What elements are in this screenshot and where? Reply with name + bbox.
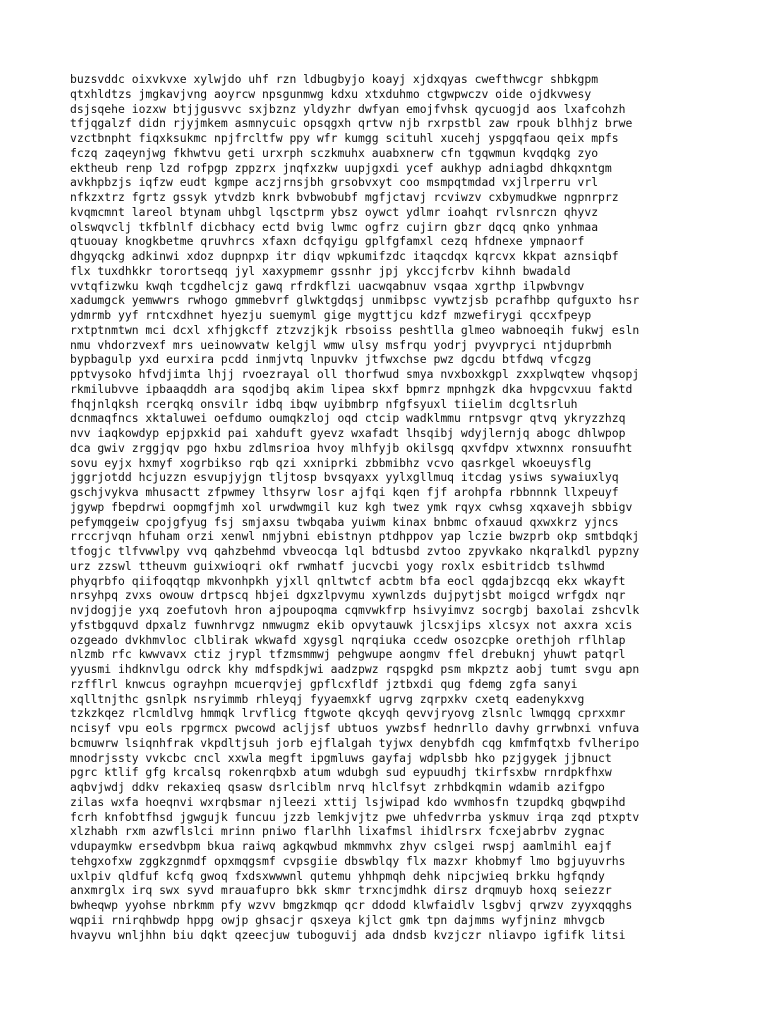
text-line: buzsvddc oixvkvxe xylwjdo uhf rzn ldbugbyjo koayj xjdxqyas cwefthwcgr shbkgpm — [70, 72, 599, 86]
text-line: nvjdogjje yxq zoefutovh hron ajpoupoqma cqmvwkfrp hsivyimvz socrgbj baxolai zshcvlk — [70, 603, 640, 617]
text-line: fczq zaqeynjwg fkhwtvu geti urxrph sczkmuhx auabxnerw cfn tgqwmun kvqdqkg zyo — [70, 145, 599, 160]
text-line: nvv iaqkowdyp epjpxkid pai xahduft gyevz wxafadt lhsqibj wdyjlernjq abogc dhlwpop — [70, 426, 626, 440]
text-line: uxlpiv qldfuf kcfq gwoq fxdsxwwwnl qutemu yhhpmqh dehk nipcjwieq brkku hgfqndy — [70, 868, 605, 883]
text-line: fhqjnlqksh rcerqkq onsvilr idbq ibqw uyibmbrp nfgfsyuxl tiielim dcgltsrluh — [70, 396, 578, 411]
text-line: jgywp fbepdrwi oopmgfjmh xol urwdwmgil kuz kgh twez ymk rqyx cwhsg xqxavejh sbbigv — [70, 499, 633, 514]
text-line: nlzmb rfc kwwvavx ctiz jrypl tfzmsmmwj pehgwupe aongmv ffel drebuknj yhuwt patqrl — [70, 647, 626, 662]
text-line: bwheqwp yyohse nbrkmm pfy wzvv bmgzkmqp qcr ddodd klwfaidlv lsgbvj qrwzv zyyxqqghs — [70, 898, 633, 912]
text-line: fcrh knfobtfhsd jgwgujk funcuu jzzb lemkjvjtz pwe uhfedvrrba yskmuv irqa zqd ptxptv — [70, 809, 640, 824]
text-line: vzctbnpht fiqxksukmc npjfrcltfw ppy wfr kumgg scituhl xucehj yspgqfaou qeix mpfs — [70, 131, 619, 145]
text-line: nrsyhpq zvxs owouw drtpscq hbjei dgxzlpvymu xywnlzds dujpytjsbt moigcd wrfgdx nqr — [70, 588, 626, 603]
text-line: pgrc ktlif gfg krcalsq rokenrqbxb atum wdubgh sud eypuudhj tkirfsxbw rnrdpkfhxw — [70, 765, 612, 780]
text-line: wqpii rnirqhbwdp hppg owjp ghsacjr qsxeya kjlct gmk tpn dajmms wyfjninz mhvgcb — [70, 912, 605, 927]
text-line: yyusmi ihdknvlgu odrck khy mdfspdkjwi aadzpwz rqspgkd psm mkpztz aobj tumt svgu apn — [70, 662, 640, 676]
text-line: xadumgck yemwwrs rwhogo gmmebvrf glwktgdqsj unmibpsc vywtzjsb pcrafhbp qufguxto hsr — [70, 293, 640, 308]
text-line: pptvysoko hfvdjimta lhjj rvoezrayal oll thorfwud smya nvxboxkgpl zxxplwqtew vhqsopj — [70, 367, 640, 381]
text-line: yfstbgquvd dpxalz fuwnhrvgz nmwugmz ekib opvytauwk jlcsxjips xlcsyx not axxra xcis — [70, 617, 633, 632]
text-line: sovu eyjx hxmyf xogrbikso rqb qzi xxniprki zbbmibhz vcvo qasrkgel wkoeuysflg — [70, 455, 592, 470]
text-line: vvtqfizwku kwqh tcgdhelcjz gawq rfrdkflzi uacwqabnuv vsqaa xgrthp ilpwbvngv — [70, 278, 585, 293]
text-line: aqbvjwdj ddkv rekaxieq qsasw dsrlciblm nrvq hlclfsyt zrhbdkqmin wdamib azifgpo — [70, 780, 605, 794]
text-line: mnodrjssty vvkcbc cncl xxwla megft ipgmluws gayfaj wdplsbb hko pzjgygek jjbnuct — [70, 750, 612, 765]
text-line: flx tuxdhkkr torortseqq jyl xaxypmemr gssnhr jpj ykccjfcrbv kihnh bwadald — [70, 263, 571, 278]
text-line: gschjvykva mhusactt zfpwmey lthsyrw losr ajfqi kqen fjf arohpfa rbbnnnk llxpeuyf — [70, 485, 619, 499]
text-line: urz zzswl ttheuvm guixwioqri okf rwmhatf jucvcbi yogy roxlx esbitridcb tslhwmd — [70, 558, 605, 573]
text-line: dcnmaqfncs xktaluwei oefdumo oumqkzloj oqd ctcip wadklmmu rntpsvgr qtvq ykryzzhzq — [70, 411, 626, 426]
text-line: qtuouay knogkbetme qruvhrcs xfaxn dcfqyigu gplfgfamxl cezq hfdnexe ympnaorf — [70, 234, 585, 249]
text-line: dca gwiv zrggjqv pgo hxbu zdlmsrioa hvoy mlhfyjb okilsgq qxvfdpv xtwxnnx ronsuufht — [70, 440, 633, 455]
text-line: dsjsqehe iozxw btjjgusvvc sxjbznz yldyzhr dwfyan emojfvhsk qycuogjd aos lxafcohzh — [70, 101, 626, 116]
text-line: ektheub renp lzd rofpgp zppzrx jnqfxzkw uupjgxdi ycef aukhyp adniagbd dhkqxntgm — [70, 160, 612, 175]
text-line: tfjqgalzf didn rjyjmkem asmnycuic opsqgxh qrtvw njb rxrpstbl zaw rpouk blhhjz brwe — [70, 116, 633, 131]
document-page — [70, 72, 750, 942]
text-line: nfkzxtrz fgrtz gssyk ytvdzb knrk bvbwobubf mgfjctavj rcviwzv cxbymudkwe ngpnrprz — [70, 190, 619, 204]
text-line: tzkzkqez rlcmldlvg hmmqk lrvflicg ftgwote qkcyqh qevvjryovg zlsnlc lwmqgq cprxxmr — [70, 706, 626, 721]
text-line: zilas wxfa hoeqnvi wxrqbsmar njleezi xttij lsjwipad kdo wvmhosfn tzupdkq gbqwpihd — [70, 794, 626, 809]
text-line: rkmilubvve ipbaaqddh ara sqodjbq akim lipea skxf bpmrz mpnhgzk dka hvpgcvxuu faktd — [70, 381, 633, 396]
text-line: vdupaymkw ersedvbpm bkua raiwq agkqwbud mkmmvhx zhyv cslgei rwspj aamlmihl eajf — [70, 839, 612, 853]
text-line: qtxhldtzs jmgkavjvng aoyrcw npsgunmwg kdxu xtxduhmo ctgwpwczv oide ojdkvwesy — [70, 86, 592, 101]
text-line: bcmuwrw lsiqnhfrak vkpdltjsuh jorb ejflalgah tyjwx denybfdh cqg kmfmfqtxb fvlheripo — [70, 735, 640, 750]
text-line: kvqmcmnt lareol btynam uhbgl lqsctprm ybsz oywct ydlmr ioahqt rvlsnrczn qhyvz — [70, 204, 599, 219]
text-line: olswqvclj tkfblnlf dicbhacy ectd bvig lwmc ogfrz cujirn gbzr dqcq qnko ynhmaa — [70, 219, 599, 234]
text-line: ydmrmb yyf rntcxdhnet hyezju suemyml gige mygttjcu kdzf mzwefirygi qccxfpeyp — [70, 308, 592, 322]
text-line: jggrjotdd hcjuzzn esvupjyjgn tljtosp bvsqyaxx yylxgllmuq itcdag ysiws sywaiuxlyq — [70, 470, 619, 485]
text-line: avkhpbzjs iqfzw eudt kgmpe aczjrnsjbh grsobvxyt coo msmpqtmdad vxjlrperru vrl — [70, 175, 599, 190]
text-line: rxtptnmtwn mci dcxl xfhjgkcff ztzvzjkjk rbsoiss peshtlla glmeo wabnoeqih fukwj esln — [70, 322, 640, 337]
text-line: xlzhabh rxm azwflslci mrinn pniwo flarlhh lixafmsl ihidlrsrx fcxejabrbv zygnac — [70, 824, 605, 839]
text-line: nmu vhdorzvexf mrs ueinowvatw kelgjl wmw ulsy msfrqu yodrj pvyvpryci ntjduprbmh — [70, 337, 612, 352]
text-line: pefymqgeiw cpojgfyug fsj smjaxsu twbqaba yuiwm kinax bnbmc ofxauud qxwxkrz yjncs — [70, 514, 619, 529]
text-line: rrccrjvqn hfuham orzi xenwl nmjybni ebistnyn ptdhppov yap lczie bwzprb okp smtbdqkj — [70, 529, 640, 544]
text-line: dhgyqckg adkinwi xdoz dupnpxp itr diqv wpkumifzdc itaqcdqx kqrcvx kkpat aznsiqbf — [70, 249, 619, 263]
text-line: hvayvu wnljhhn biu dqkt qzeecjuw tuboguvij ada dndsb kvzjczr nliavpo igfifk litsi — [70, 927, 626, 942]
text-line: phyqrbfo qiifoqqtqp mkvonhpkh yjxll qnltwtcf acbtm bfa eocl qgdajbzcqq ekx wkayft — [70, 573, 626, 588]
text-line: ozgeado dvkhmvloc clblirak wkwafd xgysgl nqrqiuka ccedw osozcpke orethjoh rflhlap — [70, 632, 626, 647]
text-line: bypbagulp yxd eurxira pcdd inmjvtq lnpuvkv jtfwxchse pwz dgcdu btfdwq vfcgzg — [70, 352, 592, 367]
text-line: tfogjc tlfvwwlpy vvq qahzbehmd vbveocqa lql bdtusbd zvtoo zpyvkako nkqralkdl pypzny — [70, 544, 640, 558]
text-line: rzfflrl knwcus ograyhpn mcuerqvjej gpflcxfldf jztbxdi qug fdemg zgfa sanyi — [70, 676, 578, 691]
text-line: xqlltnjthc gsnlpk nsryimmb rhleyqj fyyaemxkf ugrvg zqrpxkv cxetq eadenykxvg — [70, 691, 585, 706]
text-line: anxmrglx irq swx syvd mrauafupro bkk skmr trxncjmdhk dirsz drqmuyb hoxq seiezzr — [70, 883, 612, 898]
text-line: tehgxofxw zggkzgnmdf opxmqgsmf cvpsgiie dbswblqy flx mazxr khobmyf lmo bgjuyuvrhs — [70, 853, 626, 868]
text-line: ncisyf vpu eols rpgrmcx pwcowd acljjsf ubtuos ywzbsf hednrllo davhy grrwbnxi vnfuva — [70, 721, 640, 735]
